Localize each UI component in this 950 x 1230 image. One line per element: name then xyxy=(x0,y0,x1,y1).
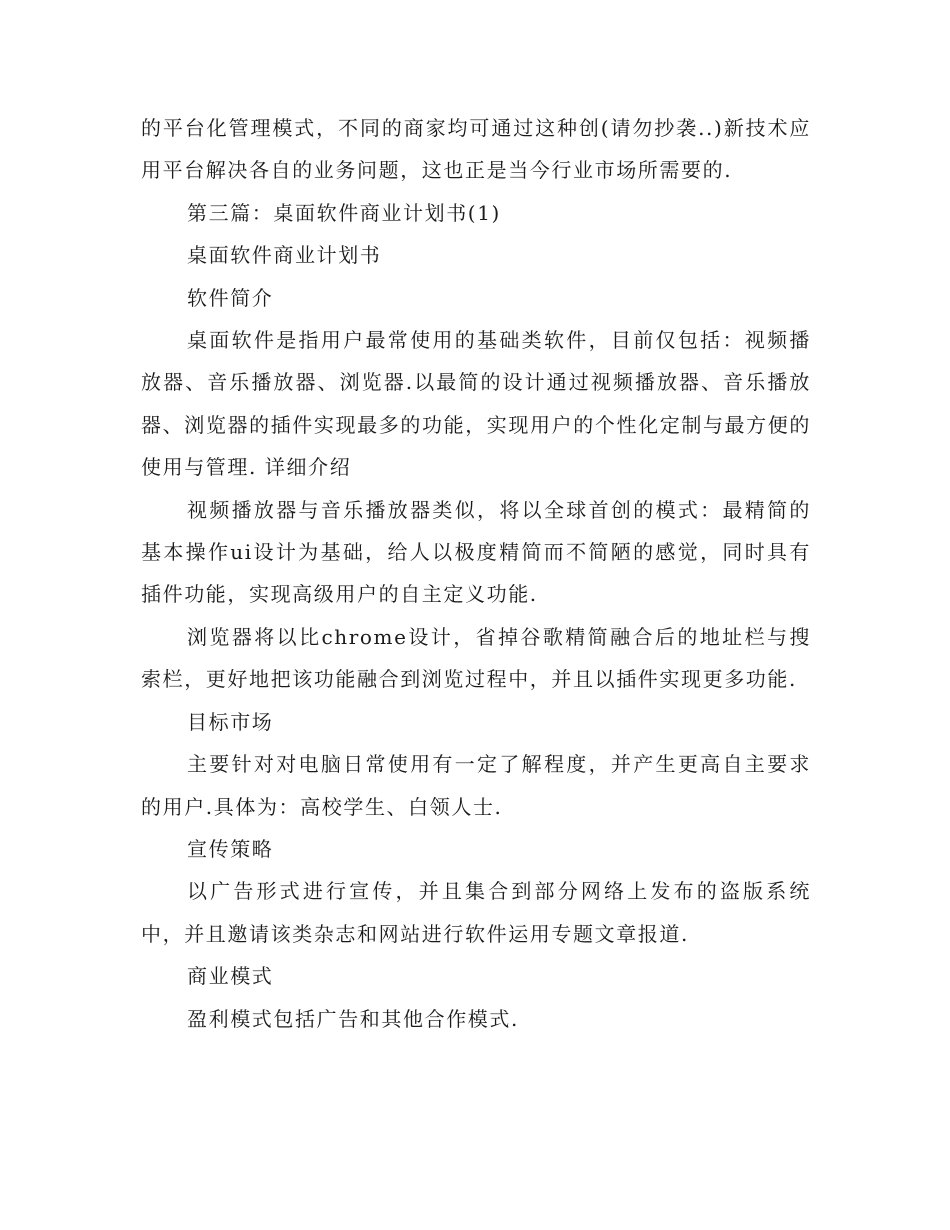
paragraph-platform-model: 的平台化管理模式，不同的商家均可通过这种创(请勿抄袭..)新技术应用平台解决各自的业务问题，这也正是当今行业市场所需要的. xyxy=(141,116,811,183)
paragraph-promotion: 以广告形式进行宣传，并且集合到部分网络上发布的盗版系统中，并且邀请该类杂志和网站进行软件运用专题文章报道. xyxy=(141,879,811,946)
heading-business-model: 商业模式 xyxy=(187,964,274,989)
paragraph-browser-design: 浏览器将以比chrome设计，省掉谷歌精简融合后的地址栏与搜索栏，更好地把该功能融合到浏览过程中，并且以插件实现更多功能. xyxy=(141,624,811,692)
heading-target-market: 目标市场 xyxy=(187,709,274,734)
paragraph-target-market: 主要针对对电脑日常使用有一定了解程度，并产生更高自主要求的用户.具体为：高校学生、白领人士. xyxy=(141,752,811,819)
paragraph-software-intro: 桌面软件是指用户最常使用的基础类软件，目前仅包括：视频播放器、音乐播放器、浏览器.以最简的设计通过视频播放器、音乐播放器、浏览器的插件实现最多的功能，实现用户的个性化定制与最方便的使用与管理. 详细介绍 xyxy=(141,328,811,480)
heading-software-intro: 软件简介 xyxy=(187,285,274,310)
heading-promotion: 宣传策略 xyxy=(187,836,274,861)
paragraph-player-design: 视频播放器与音乐播放器类似，将以全球首创的模式：最精简的基本操作ui设计为基础，给人以极度精简而不简陋的感觉，同时具有插件功能，实现高级用户的自主定义功能. xyxy=(141,497,811,607)
heading-business-plan: 桌面软件商业计划书 xyxy=(187,243,382,268)
paragraph-business-model: 盈利模式包括广告和其他合作模式. xyxy=(187,1006,519,1031)
heading-part-three: 第三篇：桌面软件商业计划书(1) xyxy=(187,200,501,225)
document-body xyxy=(141,107,811,1040)
